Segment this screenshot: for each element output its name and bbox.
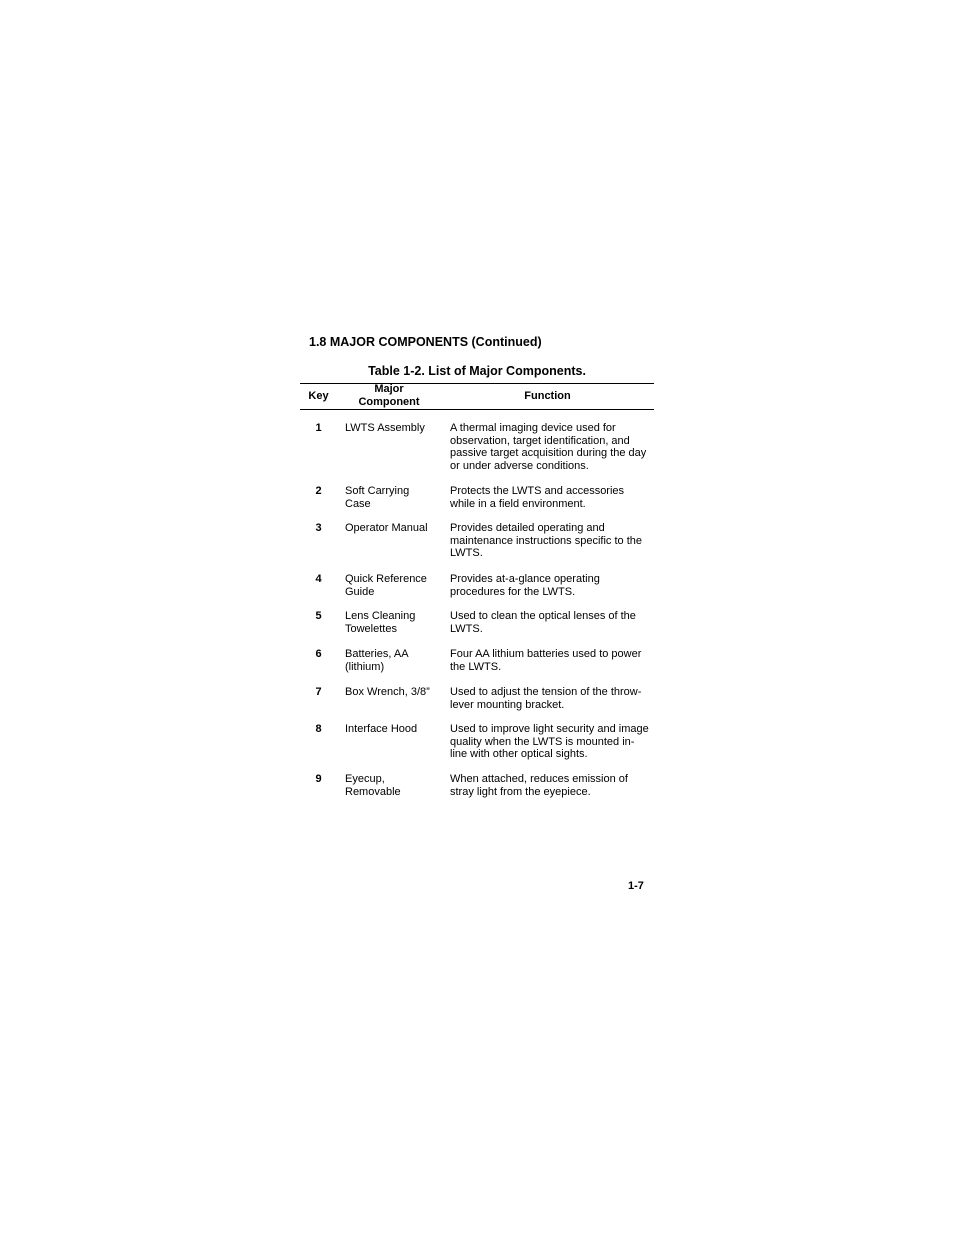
table-caption: Table 1-2. List of Major Components. — [368, 364, 586, 378]
row-function: Four AA lithium batteries used to power the LWTS. — [450, 648, 642, 673]
row-component: Batteries, AA (lithium) — [345, 648, 408, 673]
column-header-component: Major Component — [358, 383, 420, 408]
table-header-rule — [300, 409, 654, 410]
row-component: Box Wrench, 3/8” — [345, 686, 430, 698]
column-header-function: Function — [524, 390, 571, 402]
row-function: Protects the LWTS and accessories while in a field environment. — [450, 485, 625, 510]
row-component: Operator Manual — [345, 522, 428, 534]
row-function: Used to clean the optical lenses of the LWTS. — [450, 610, 636, 635]
row-component: Interface Hood — [345, 723, 418, 735]
section-title: 1.8 MAJOR COMPONENTS (Continued) — [309, 335, 542, 349]
row-function: Provides detailed operating and maintenance instructions specific to the LWTS. — [450, 522, 642, 560]
column-header-key: Key — [308, 390, 329, 402]
row-function: Used to improve light security and image quality when the LWTS is mounted in-line with other optical sights. — [450, 723, 649, 761]
row-key: 1 — [315, 422, 322, 434]
row-function: Used to adjust the tension of the throw-lever mounting bracket. — [450, 686, 642, 711]
row-function: Provides at-a-glance operating procedures for the LWTS. — [450, 573, 600, 598]
row-component: Quick Reference Guide — [345, 573, 427, 598]
row-key: 7 — [315, 686, 322, 698]
row-function: A thermal imaging device used for observation, target identification, and passive target acquisition during the day or under adverse conditions. — [450, 422, 647, 472]
row-component: Soft Carrying Case — [345, 485, 410, 510]
row-component: Eyecup, Removable — [345, 773, 401, 798]
row-component: Lens Cleaning Towelettes — [345, 610, 416, 635]
row-key: 5 — [315, 610, 322, 622]
row-key: 2 — [315, 485, 322, 497]
page-number: 1-7 — [628, 880, 644, 892]
row-component: LWTS Assembly — [345, 422, 425, 434]
row-key: 8 — [315, 723, 322, 735]
row-key: 4 — [315, 573, 322, 585]
row-key: 3 — [315, 522, 322, 534]
row-function: When attached, reduces emission of stray light from the eyepiece. — [450, 773, 628, 798]
row-key: 6 — [315, 648, 322, 660]
row-key: 9 — [315, 773, 322, 785]
